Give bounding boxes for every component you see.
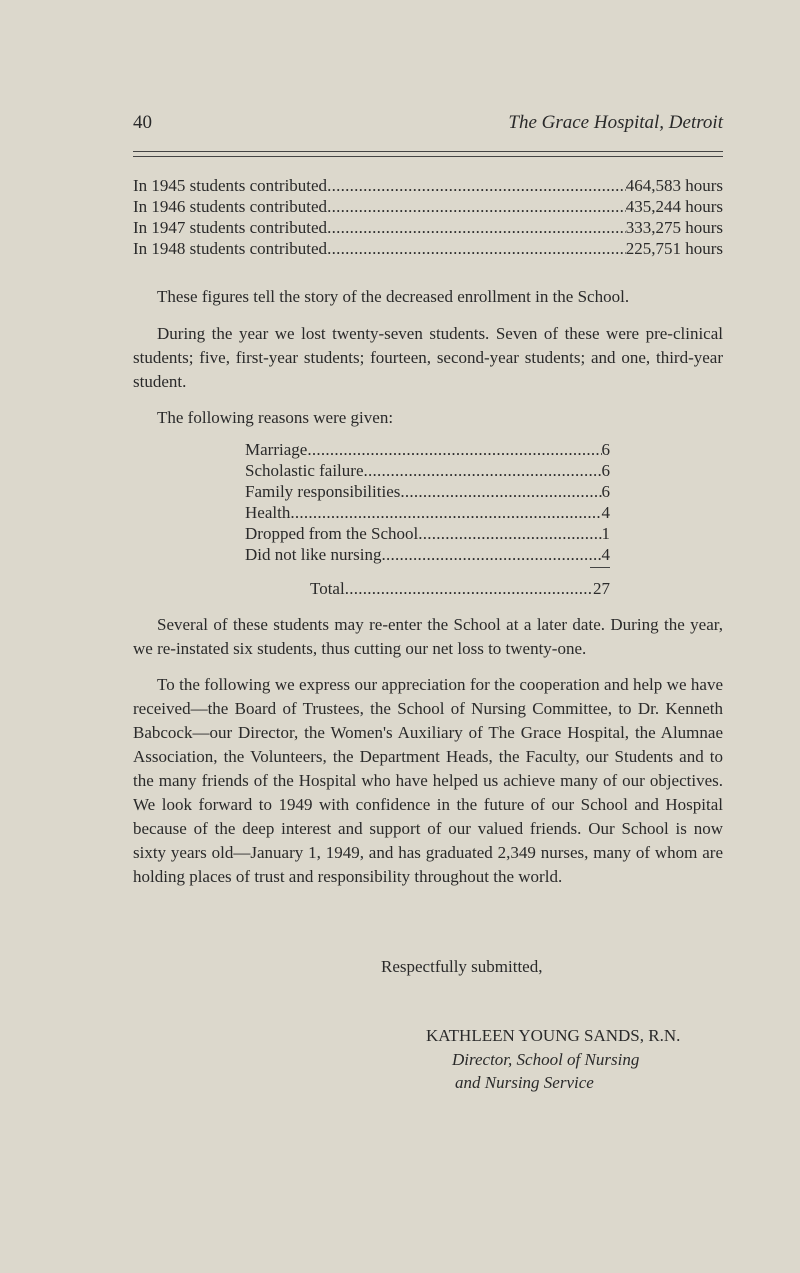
total-row xyxy=(310,578,610,599)
hours-row xyxy=(133,238,723,259)
closing: Respectfully submitted, xyxy=(381,957,543,976)
hours-label: In 1947 students contributed xyxy=(133,218,328,237)
reason-row xyxy=(245,439,610,460)
hours-label: In 1945 students contributed xyxy=(133,176,328,195)
reason-label: Health xyxy=(245,503,291,522)
hours-label: In 1948 students contributed xyxy=(133,239,328,258)
hours-value: 225,751 hours xyxy=(625,239,723,258)
reason-label: Dropped from the School xyxy=(245,524,419,543)
reason-label: Did not like nursing xyxy=(245,545,382,564)
total-value: 27 xyxy=(593,579,610,598)
reason-row xyxy=(245,544,610,565)
header-rule xyxy=(133,156,723,157)
hours-value: 435,244 hours xyxy=(625,197,723,216)
total-rule xyxy=(590,567,610,568)
paragraph: Several of these students may re-enter the School at a later date. During the year, we re-instated six students, thus cutting our net loss to twenty-one. xyxy=(133,615,723,658)
header-rule xyxy=(133,151,723,152)
hours-label: In 1946 students contributed xyxy=(133,197,328,216)
reason-count: 1 xyxy=(601,524,610,543)
reason-label: Family responsibilities xyxy=(245,482,401,501)
paragraph: To the following we express our appreciation for the cooperation and help we have received—the Board of Trustees, the School of Nursing Committee, to Dr. Kenneth Babcock—our Director, the Women's Auxiliary of The Grace Hospital, the Alumnae Association, the Volunteers, the Department Heads, the Faculty, our Students and to the many friends of the Hospital who have helped us achieve many of our objectives. We look forward to 1949 with confidence in the future of our School and Hospital because of the deep interest and support of our valued friends. Our School is now sixty years old—January 1, 1949, and has graduated 2,349 nurses, many of whom are holding places of trust and responsibility throughout the world. xyxy=(133,675,723,886)
reason-row xyxy=(245,460,610,481)
hours-row xyxy=(133,217,723,238)
paragraph: During the year we lost twenty-seven students. Seven of these were pre-clinical students; five, first-year students; fourteen, second-year students; and one, third-year student. xyxy=(133,324,723,391)
reason-count: 6 xyxy=(601,440,610,459)
running-title: The Grace Hospital, Detroit xyxy=(508,112,723,133)
reason-label: Scholastic failure xyxy=(245,461,364,480)
signature-name: KATHLEEN YOUNG SANDS, R.N. xyxy=(426,1026,681,1045)
reason-count: 4 xyxy=(601,545,610,564)
signature-title: and Nursing Service xyxy=(455,1073,594,1092)
hours-value: 333,275 hours xyxy=(625,218,723,237)
reason-count: 6 xyxy=(601,482,610,501)
page-header xyxy=(133,112,723,134)
reason-row xyxy=(245,481,610,502)
reason-label: Marriage xyxy=(245,440,308,459)
reason-row xyxy=(245,523,610,544)
reason-row xyxy=(245,502,610,523)
reason-count: 6 xyxy=(601,461,610,480)
hours-row xyxy=(133,196,723,217)
page-number: 40 xyxy=(133,112,152,133)
reason-count: 4 xyxy=(601,503,610,522)
hours-row xyxy=(133,175,723,196)
hours-list xyxy=(133,175,723,259)
paragraph: The following reasons were given: xyxy=(157,408,394,427)
reasons-list xyxy=(245,439,610,565)
total-label: Total xyxy=(310,579,345,598)
signature-title: Director, School of Nursing xyxy=(452,1050,640,1069)
paragraph: These figures tell the story of the decreased enrollment in the School. xyxy=(157,287,630,306)
hours-value: 464,583 hours xyxy=(625,176,723,195)
